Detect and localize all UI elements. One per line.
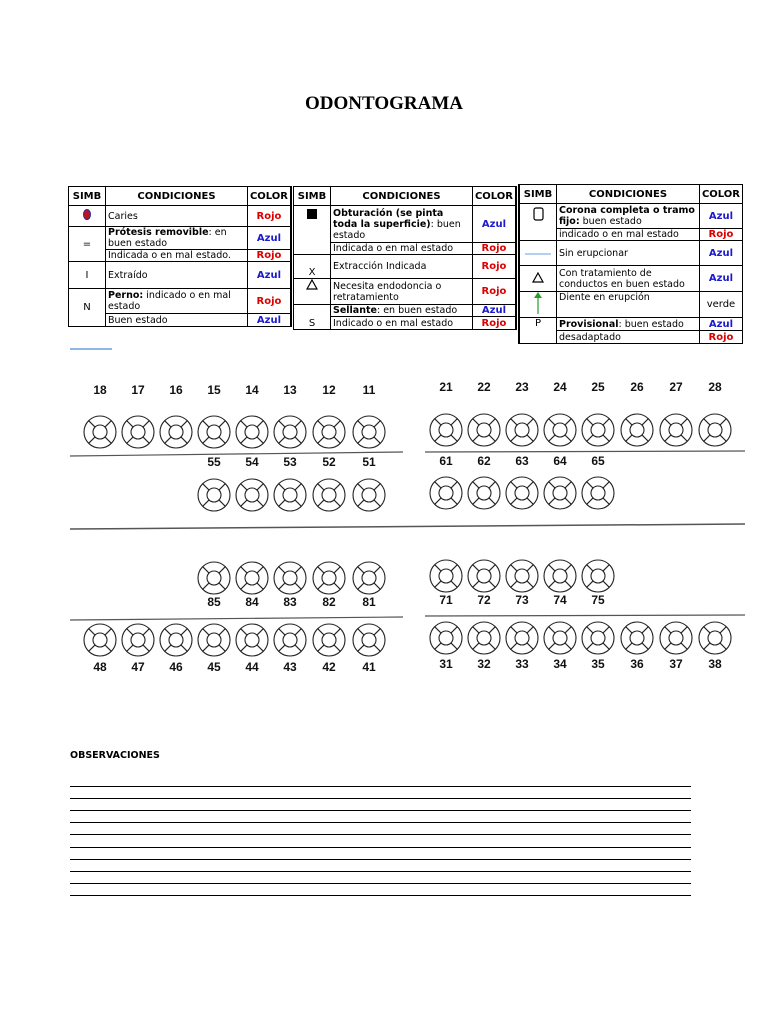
tooth-number-label: 48 <box>93 660 107 674</box>
tooth-number-label: 74 <box>553 593 567 607</box>
header-color: COLOR <box>247 187 291 206</box>
condition-endodoncia: Necesita endodoncia o retratamiento <box>331 279 473 305</box>
tooth-number-label: 21 <box>439 380 453 394</box>
tooth-14[interactable] <box>236 416 268 448</box>
tooth-number-label: 18 <box>93 383 107 397</box>
tooth-number-label: 55 <box>207 455 221 469</box>
page-title: ODONTOGRAMA <box>305 93 463 114</box>
tooth-54[interactable] <box>236 479 268 511</box>
tooth-number-label: 28 <box>708 380 722 394</box>
condition-caries: Caries <box>106 206 248 227</box>
condition-corona-mal: indicado o en mal estado <box>557 229 700 241</box>
tooth-28[interactable] <box>699 414 731 446</box>
tooth-45[interactable] <box>198 624 230 656</box>
tooth-42[interactable] <box>313 624 345 656</box>
tooth-number-label: 62 <box>477 454 491 468</box>
observation-line[interactable] <box>70 786 691 787</box>
tooth-21[interactable] <box>430 414 462 446</box>
tooth-number-label: 54 <box>245 455 259 469</box>
tooth-number-label: 46 <box>169 660 183 674</box>
observation-line[interactable] <box>70 883 691 884</box>
provisional-symbol: P <box>519 318 557 344</box>
tooth-number-label: 26 <box>630 380 644 394</box>
tooth-number-label: 83 <box>283 595 297 609</box>
tooth-number-label: 25 <box>591 380 605 394</box>
condition-erupcion: Diente en erupción <box>557 292 700 318</box>
tooth-43[interactable] <box>274 624 306 656</box>
condition-sellante: Sellante: en buen estado <box>331 305 473 317</box>
condition-protesis-mal: Indicada o en mal estado. <box>106 250 248 262</box>
tooth-13[interactable] <box>274 416 306 448</box>
tooth-number-label: 43 <box>283 660 297 674</box>
header-simb: SIMB <box>69 187 106 206</box>
tooth-46[interactable] <box>160 624 192 656</box>
tooth-24[interactable] <box>544 414 576 446</box>
tooth-81[interactable] <box>353 562 385 594</box>
tooth-85[interactable] <box>198 562 230 594</box>
tooth-number-label: 16 <box>169 383 183 397</box>
observation-line[interactable] <box>70 810 691 811</box>
tooth-number-label: 27 <box>669 380 683 394</box>
tooth-number-label: 73 <box>515 593 529 607</box>
tooth-number-label: 15 <box>207 383 221 397</box>
color-value: Azul <box>247 314 291 327</box>
observation-line[interactable] <box>70 822 691 823</box>
tooth-number-label: 22 <box>477 380 491 394</box>
tooth-27[interactable] <box>660 414 692 446</box>
tooth-71[interactable] <box>430 560 462 592</box>
header-color: COLOR <box>699 185 742 204</box>
color-value: Rojo <box>699 331 742 344</box>
tooth-25[interactable] <box>582 414 614 446</box>
tooth-number-label: 53 <box>283 455 297 469</box>
tooth-number-label: 75 <box>591 593 605 607</box>
tooth-26[interactable] <box>621 414 653 446</box>
color-value: Azul <box>699 204 742 229</box>
condition-sin-erupcionar: Sin erupcionar <box>557 241 700 266</box>
extraction-x-symbol: X <box>294 255 331 279</box>
observation-line[interactable] <box>70 895 691 896</box>
tooth-51[interactable] <box>353 479 385 511</box>
tooth-number-label: 85 <box>207 595 221 609</box>
tooth-74[interactable] <box>544 560 576 592</box>
tooth-52[interactable] <box>313 479 345 511</box>
tooth-36[interactable] <box>621 622 653 654</box>
tooth-number-label: 38 <box>708 657 722 671</box>
color-value: Rojo <box>247 250 291 262</box>
color-value: Azul <box>247 262 291 289</box>
tooth-38[interactable] <box>699 622 731 654</box>
tooth-55[interactable] <box>198 479 230 511</box>
tooth-number-label: 11 <box>362 383 376 397</box>
tooth-number-label: 37 <box>669 657 683 671</box>
color-value: Azul <box>247 227 291 250</box>
header-simb: SIMB <box>294 187 331 206</box>
color-value: Azul <box>699 318 742 331</box>
header-condiciones: CONDICIONES <box>331 187 473 206</box>
color-value: Rojo <box>472 317 516 330</box>
tooth-47[interactable] <box>122 624 154 656</box>
color-value: Azul <box>699 241 742 266</box>
tooth-83[interactable] <box>274 562 306 594</box>
upper-right-separator <box>425 451 745 452</box>
tooth-number-label: 34 <box>553 657 567 671</box>
tooth-64[interactable] <box>544 477 576 509</box>
tooth-number-label: 14 <box>245 383 259 397</box>
color-value: Rojo <box>472 243 516 255</box>
color-value: Rojo <box>472 255 516 279</box>
header-condiciones: CONDICIONES <box>106 187 248 206</box>
extracted-symbol: I <box>69 262 106 289</box>
color-value: Rojo <box>472 279 516 305</box>
condition-obturacion: Obturación (se pinta toda la superficie): buen estado <box>331 206 473 243</box>
tooth-32[interactable] <box>468 622 500 654</box>
lower-right-separator <box>425 615 745 616</box>
tooth-48[interactable] <box>84 624 116 656</box>
color-value: Rojo <box>247 289 291 314</box>
tooth-number-label: 44 <box>245 660 259 674</box>
tooth-11[interactable] <box>353 416 385 448</box>
tooth-44[interactable] <box>236 624 268 656</box>
color-value: Rojo <box>699 229 742 241</box>
tooth-75[interactable] <box>582 560 614 592</box>
tooth-number-label: 84 <box>245 595 259 609</box>
tooth-12[interactable] <box>313 416 345 448</box>
tooth-number-label: 24 <box>553 380 567 394</box>
tooth-number-label: 35 <box>591 657 605 671</box>
condition-sellante-mal: Indicado o en mal estado <box>331 317 473 330</box>
midline-separator <box>70 524 745 529</box>
tooth-62[interactable] <box>468 477 500 509</box>
observations-label: OBSERVACIONES <box>70 750 160 761</box>
condition-conductos: Con tratamiento de conductos en buen estado <box>557 266 700 292</box>
observation-line[interactable] <box>70 871 691 872</box>
color-value: Rojo <box>247 206 291 227</box>
condition-protesis: Prótesis removible: en buen estado <box>106 227 248 250</box>
tooth-number-label: 32 <box>477 657 491 671</box>
tooth-number-label: 33 <box>515 657 529 671</box>
observation-line[interactable] <box>70 859 691 860</box>
tooth-73[interactable] <box>506 560 538 592</box>
lower-left-separator <box>70 617 403 620</box>
color-value: Azul <box>699 266 742 292</box>
condition-perno: Perno: indicado o en mal estado <box>106 289 248 314</box>
condition-corona: Corona completa o tramo fijo: buen estado <box>557 204 700 229</box>
tooth-35[interactable] <box>582 622 614 654</box>
color-value: verde <box>699 292 742 318</box>
tooth-number-label: 81 <box>362 595 376 609</box>
observation-line[interactable] <box>70 847 691 848</box>
tooth-65[interactable] <box>582 477 614 509</box>
observation-line[interactable] <box>70 798 691 799</box>
sellante-symbol: S <box>294 305 331 330</box>
tooth-number-label: 41 <box>362 660 376 674</box>
perno-symbol: N <box>69 289 106 327</box>
tooth-number-label: 72 <box>477 593 491 607</box>
condition-obturacion-mal: Indicada o en mal estado <box>331 243 473 255</box>
condition-desadaptado: desadaptado <box>557 331 700 344</box>
tooth-82[interactable] <box>313 562 345 594</box>
tooth-number-label: 36 <box>630 657 644 671</box>
condition-extraido: Extraído <box>106 262 248 289</box>
tooth-number-label: 51 <box>362 455 376 469</box>
header-condiciones: CONDICIONES <box>557 185 700 204</box>
tooth-72[interactable] <box>468 560 500 592</box>
tooth-number-label: 23 <box>515 380 529 394</box>
header-color: COLOR <box>472 187 516 206</box>
condition-extraccion: Extracción Indicada <box>331 255 473 279</box>
tooth-17[interactable] <box>122 416 154 448</box>
tooth-number-label: 61 <box>439 454 453 468</box>
tooth-37[interactable] <box>660 622 692 654</box>
tooth-34[interactable] <box>544 622 576 654</box>
tooth-number-label: 71 <box>439 593 453 607</box>
tooth-number-label: 31 <box>439 657 453 671</box>
tooth-number-label: 65 <box>591 454 605 468</box>
observation-line[interactable] <box>70 834 691 835</box>
tooth-number-label: 47 <box>131 660 145 674</box>
color-value: Azul <box>472 305 516 317</box>
tooth-63[interactable] <box>506 477 538 509</box>
upper-left-separator <box>70 452 403 456</box>
tooth-84[interactable] <box>236 562 268 594</box>
tooth-number-label: 64 <box>553 454 567 468</box>
tooth-number-label: 63 <box>515 454 529 468</box>
condition-perno-buen: Buen estado <box>106 314 248 327</box>
tooth-18[interactable] <box>84 416 116 448</box>
tooth-number-label: 82 <box>322 595 336 609</box>
tooth-number-label: 12 <box>322 383 336 397</box>
condition-provisional: Provisional: buen estado <box>557 318 700 331</box>
tooth-number-label: 13 <box>283 383 297 397</box>
tooth-53[interactable] <box>274 479 306 511</box>
tooth-number-label: 42 <box>322 660 336 674</box>
header-simb: SIMB <box>519 185 557 204</box>
tooth-number-label: 17 <box>131 383 145 397</box>
tooth-number-label: 52 <box>322 455 336 469</box>
tooth-16[interactable] <box>160 416 192 448</box>
tooth-23[interactable] <box>506 414 538 446</box>
tooth-31[interactable] <box>430 622 462 654</box>
tooth-22[interactable] <box>468 414 500 446</box>
tooth-number-label: 45 <box>207 660 221 674</box>
tooth-41[interactable] <box>353 624 385 656</box>
color-value: Azul <box>472 206 516 243</box>
tooth-15[interactable] <box>198 416 230 448</box>
equals-symbol: = <box>69 227 106 262</box>
tooth-33[interactable] <box>506 622 538 654</box>
tooth-61[interactable] <box>430 477 462 509</box>
